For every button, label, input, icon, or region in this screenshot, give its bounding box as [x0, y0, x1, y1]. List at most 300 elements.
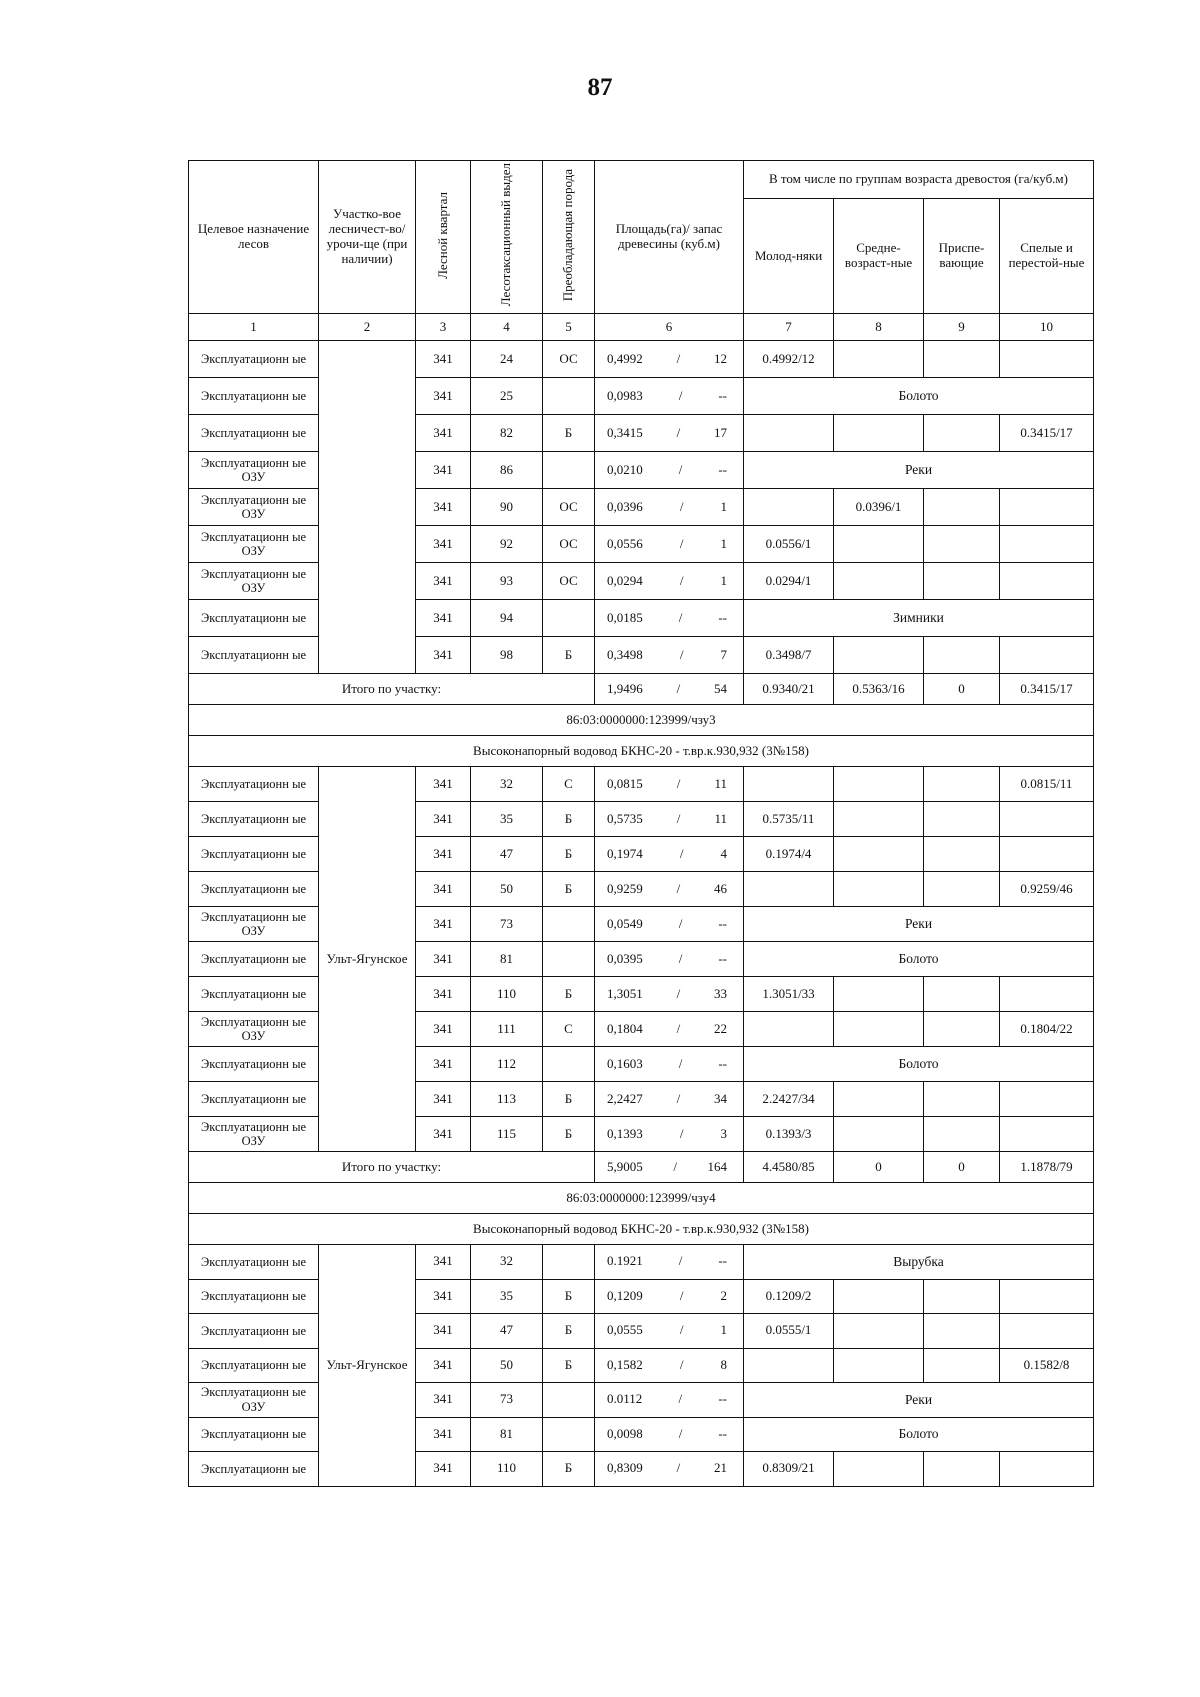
total-label: Итого по участку: — [189, 674, 595, 705]
allotment-cell: 113 — [471, 1082, 543, 1117]
age-group-cell: 0 — [924, 674, 1000, 705]
quarter-cell: 341 — [416, 907, 471, 942]
allotment-cell: 25 — [471, 378, 543, 415]
slash-separator: / — [676, 350, 681, 366]
age-group-cell — [834, 415, 924, 452]
allotment-cell: 35 — [471, 1279, 543, 1314]
slash-separator: / — [676, 1020, 681, 1036]
stock-value: 11 — [714, 810, 727, 826]
area-value: 0,3415 — [607, 424, 643, 440]
quarter-cell: 341 — [416, 1279, 471, 1314]
purpose-cell: Эксплуатационн ые — [189, 341, 319, 378]
header-allotment: Лесотаксационный выдел — [471, 161, 543, 314]
slash-separator: / — [679, 535, 684, 551]
purpose-cell: Эксплуатационн ые — [189, 837, 319, 872]
species-cell — [543, 1417, 595, 1452]
age-group-cell: 0.0396/1 — [834, 489, 924, 526]
quarter-cell: 341 — [416, 1452, 471, 1487]
age-group-cell — [924, 872, 1000, 907]
age-group-cell: 1.1878/79 — [1000, 1152, 1094, 1183]
slash-separator: / — [679, 646, 684, 662]
object-name: Высоконапорный водовод БКНС-20 - т.вр.к.930,932 (3№158) — [189, 736, 1094, 767]
quarter-cell: 341 — [416, 600, 471, 637]
column-numbers-row — [189, 314, 1094, 341]
age-group-cell — [1000, 1117, 1094, 1152]
allotment-cell: 115 — [471, 1117, 543, 1152]
stock-value: 46 — [714, 880, 727, 896]
area-value: 0,0983 — [607, 387, 643, 403]
age-group-cell: 0.1974/4 — [744, 837, 834, 872]
species-cell — [543, 452, 595, 489]
object-name-row — [189, 736, 1094, 767]
area-value: 0,9259 — [607, 880, 643, 896]
stock-value: 34 — [714, 1090, 727, 1106]
slash-separator: / — [678, 1425, 683, 1441]
allotment-cell: 47 — [471, 1314, 543, 1349]
quarter-cell: 341 — [416, 872, 471, 907]
age-group-cell — [1000, 563, 1094, 600]
species-cell — [543, 907, 595, 942]
age-group-cell — [834, 977, 924, 1012]
age-group-cell: 0.1804/22 — [1000, 1012, 1094, 1047]
area-cell — [595, 1314, 744, 1349]
stock-value: -- — [718, 387, 727, 403]
area-cell — [595, 942, 744, 977]
area-cell — [595, 526, 744, 563]
header-area: Площадь(га)/ запас древесины (куб.м) — [595, 161, 744, 314]
stock-value: -- — [718, 950, 727, 966]
quarter-cell: 341 — [416, 1082, 471, 1117]
stock-value: 1 — [720, 535, 727, 551]
age-group-cell — [1000, 1452, 1094, 1487]
age-group-cell: 0.0815/11 — [1000, 767, 1094, 802]
age-group-cell: 0.3415/17 — [1000, 415, 1094, 452]
quarter-cell: 341 — [416, 341, 471, 378]
purpose-cell: Эксплуатационн ые — [189, 1314, 319, 1349]
land-category-cell: Реки — [744, 907, 1094, 942]
species-cell — [543, 1383, 595, 1418]
allotment-cell: 35 — [471, 802, 543, 837]
area-cell — [595, 837, 744, 872]
column-number: 9 — [924, 314, 1000, 341]
allotment-cell: 86 — [471, 452, 543, 489]
age-group-cell: 2.2427/34 — [744, 1082, 834, 1117]
stock-value: 2 — [720, 1287, 727, 1303]
column-number: 5 — [543, 314, 595, 341]
purpose-cell: Эксплуатационн ые ОЗУ — [189, 489, 319, 526]
age-group-cell: 0.8309/21 — [744, 1452, 834, 1487]
area-cell — [595, 415, 744, 452]
age-group-cell — [924, 1117, 1000, 1152]
slash-separator: / — [678, 387, 683, 403]
area-cell — [595, 452, 744, 489]
area-value: 1,9496 — [607, 680, 643, 696]
stock-value: -- — [718, 1253, 727, 1269]
species-cell: Б — [543, 802, 595, 837]
cadastral-number-row — [189, 705, 1094, 736]
allotment-cell: 81 — [471, 942, 543, 977]
purpose-cell: Эксплуатационн ые — [189, 1279, 319, 1314]
slash-separator: / — [676, 810, 681, 826]
stock-value: 54 — [714, 680, 727, 696]
header-quarter: Лесной квартал — [416, 161, 471, 314]
stock-value: 1 — [720, 1322, 727, 1338]
quarter-cell: 341 — [416, 415, 471, 452]
table-row — [189, 767, 1094, 802]
species-cell: Б — [543, 977, 595, 1012]
stock-value: 21 — [714, 1460, 727, 1476]
stock-value: 17 — [714, 424, 727, 440]
species-cell — [543, 942, 595, 977]
age-group-cell — [1000, 802, 1094, 837]
purpose-cell: Эксплуатационн ые — [189, 1348, 319, 1383]
area-value: 0,1974 — [607, 845, 643, 861]
column-number: 1 — [189, 314, 319, 341]
land-category-cell: Реки — [744, 1383, 1094, 1418]
stock-value: -- — [718, 915, 727, 931]
column-number: 8 — [834, 314, 924, 341]
age-group-cell — [1000, 526, 1094, 563]
land-category-cell: Болото — [744, 1417, 1094, 1452]
cadastral-number: 86:03:0000000:123999/чзу4 — [189, 1183, 1094, 1214]
area-cell — [595, 1417, 744, 1452]
district-cell — [319, 341, 416, 674]
total-row — [189, 674, 1094, 705]
slash-separator: / — [676, 1090, 681, 1106]
area-cell — [595, 1452, 744, 1487]
age-group-cell — [834, 526, 924, 563]
slash-separator: / — [678, 1253, 683, 1269]
age-group-cell — [1000, 837, 1094, 872]
age-group-cell — [924, 563, 1000, 600]
species-cell: Б — [543, 415, 595, 452]
allotment-cell: 92 — [471, 526, 543, 563]
column-number: 10 — [1000, 314, 1094, 341]
area-cell — [595, 341, 744, 378]
quarter-cell: 341 — [416, 1047, 471, 1082]
purpose-cell: Эксплуатационн ые ОЗУ — [189, 1383, 319, 1418]
quarter-cell: 341 — [416, 1245, 471, 1280]
age-group-cell: 0.0555/1 — [744, 1314, 834, 1349]
quarter-cell: 341 — [416, 1012, 471, 1047]
slash-separator: / — [678, 609, 683, 625]
species-cell: ОС — [543, 341, 595, 378]
cadastral-number-row — [189, 1183, 1094, 1214]
land-category-cell: Болото — [744, 1047, 1094, 1082]
slash-separator: / — [676, 424, 681, 440]
age-group-cell — [834, 1082, 924, 1117]
species-cell: Б — [543, 637, 595, 674]
age-group-cell — [834, 1012, 924, 1047]
area-cell — [595, 1245, 744, 1280]
species-cell — [543, 378, 595, 415]
slash-separator: / — [678, 950, 683, 966]
purpose-cell: Эксплуатационн ые ОЗУ — [189, 452, 319, 489]
quarter-cell: 341 — [416, 1117, 471, 1152]
quarter-cell: 341 — [416, 452, 471, 489]
area-value: 0,1393 — [607, 1125, 643, 1141]
area-value: 0,4992 — [607, 350, 643, 366]
header-district: Участко-вое лесничест-во/урочи-ще (при наличии) — [319, 161, 416, 314]
purpose-cell: Эксплуатационн ые — [189, 1082, 319, 1117]
species-cell: С — [543, 767, 595, 802]
age-group-cell — [834, 767, 924, 802]
quarter-cell: 341 — [416, 767, 471, 802]
age-group-cell — [924, 526, 1000, 563]
slash-separator: / — [676, 880, 681, 896]
total-label: Итого по участку: — [189, 1152, 595, 1183]
age-group-cell — [1000, 1279, 1094, 1314]
age-group-cell — [744, 767, 834, 802]
area-value: 0,0555 — [607, 1322, 643, 1338]
column-number: 3 — [416, 314, 471, 341]
allotment-cell: 110 — [471, 977, 543, 1012]
species-cell: Б — [543, 872, 595, 907]
column-number: 2 — [319, 314, 416, 341]
land-category-cell: Болото — [744, 942, 1094, 977]
age-group-cell: 0.9340/21 — [744, 674, 834, 705]
purpose-cell: Эксплуатационн ые — [189, 415, 319, 452]
allotment-cell: 73 — [471, 1383, 543, 1418]
page-number: 87 — [587, 74, 613, 101]
age-group-cell — [924, 767, 1000, 802]
stock-value: 8 — [720, 1356, 727, 1372]
area-cell — [595, 1383, 744, 1418]
slash-separator: / — [679, 1287, 684, 1303]
species-cell: Б — [543, 1117, 595, 1152]
cadastral-number: 86:03:0000000:123999/чзу3 — [189, 705, 1094, 736]
area-value: 0,5735 — [607, 810, 643, 826]
age-group-cell — [834, 1117, 924, 1152]
age-group-cell: 0.4992/12 — [744, 341, 834, 378]
district-cell: Ульт-Ягунское — [319, 1245, 416, 1487]
area-value: 0.0112 — [607, 1391, 643, 1407]
age-group-cell — [1000, 489, 1094, 526]
total-row — [189, 1152, 1094, 1183]
allotment-cell: 93 — [471, 563, 543, 600]
age-group-cell: 0.1209/2 — [744, 1279, 834, 1314]
allotment-cell: 110 — [471, 1452, 543, 1487]
header-species: Преобладающая порода — [543, 161, 595, 314]
area-cell — [595, 637, 744, 674]
slash-separator: / — [676, 680, 681, 696]
age-group-cell — [1000, 1082, 1094, 1117]
area-value: 0,0185 — [607, 609, 643, 625]
age-group-cell: 0.5735/11 — [744, 802, 834, 837]
slash-separator: / — [678, 1391, 683, 1407]
slash-separator: / — [676, 775, 681, 791]
stock-value: 12 — [714, 350, 727, 366]
slash-separator: / — [679, 498, 684, 514]
slash-separator: / — [673, 1158, 677, 1174]
allotment-cell: 98 — [471, 637, 543, 674]
species-cell — [543, 1047, 595, 1082]
age-group-cell — [924, 489, 1000, 526]
area-cell — [595, 1047, 744, 1082]
area-value: 5,9005 — [607, 1158, 643, 1174]
stock-value: -- — [718, 1425, 727, 1441]
allotment-cell: 50 — [471, 872, 543, 907]
column-number: 4 — [471, 314, 543, 341]
quarter-cell: 341 — [416, 637, 471, 674]
table-row — [189, 1245, 1094, 1280]
area-value: 2,2427 — [607, 1090, 643, 1106]
area-cell — [595, 1279, 744, 1314]
age-group-cell: 4.4580/85 — [744, 1152, 834, 1183]
quarter-cell: 341 — [416, 526, 471, 563]
object-name: Высоконапорный водовод БКНС-20 - т.вр.к.930,932 (3№158) — [189, 1214, 1094, 1245]
area-cell — [595, 563, 744, 600]
area-value: 1,3051 — [607, 985, 643, 1001]
area-cell — [595, 1348, 744, 1383]
quarter-cell: 341 — [416, 378, 471, 415]
allotment-cell: 82 — [471, 415, 543, 452]
allotment-cell: 47 — [471, 837, 543, 872]
area-cell — [595, 378, 744, 415]
slash-separator: / — [678, 1055, 683, 1071]
area-value: 0,0098 — [607, 1425, 643, 1441]
species-cell — [543, 600, 595, 637]
age-group-cell: 1.3051/33 — [744, 977, 834, 1012]
purpose-cell: Эксплуатационн ые ОЗУ — [189, 1117, 319, 1152]
purpose-cell: Эксплуатационн ые ОЗУ — [189, 907, 319, 942]
area-value: 0,0210 — [607, 461, 643, 477]
slash-separator: / — [679, 1356, 684, 1372]
age-group-cell — [924, 1452, 1000, 1487]
area-cell — [595, 802, 744, 837]
age-group-cell — [924, 802, 1000, 837]
quarter-cell: 341 — [416, 942, 471, 977]
age-group-cell — [744, 415, 834, 452]
header-middle-aged: Средне-возраст-ные — [834, 199, 924, 314]
stock-value: -- — [718, 1055, 727, 1071]
quarter-cell: 341 — [416, 802, 471, 837]
purpose-cell: Эксплуатационн ые — [189, 942, 319, 977]
quarter-cell: 341 — [416, 837, 471, 872]
species-cell — [543, 1245, 595, 1280]
age-group-cell — [834, 1348, 924, 1383]
age-group-cell — [924, 837, 1000, 872]
allotment-cell: 50 — [471, 1348, 543, 1383]
area-value: 0,1209 — [607, 1287, 643, 1303]
age-group-cell — [834, 872, 924, 907]
age-group-cell — [924, 415, 1000, 452]
area-value: 0,0549 — [607, 915, 643, 931]
allotment-cell: 111 — [471, 1012, 543, 1047]
age-group-cell — [834, 563, 924, 600]
area-value: 0.1921 — [607, 1253, 643, 1269]
quarter-cell: 341 — [416, 1417, 471, 1452]
species-cell: Б — [543, 1348, 595, 1383]
age-group-cell — [924, 1012, 1000, 1047]
allotment-cell: 81 — [471, 1417, 543, 1452]
area-value: 0,0294 — [607, 572, 643, 588]
age-group-cell: 0.3498/7 — [744, 637, 834, 674]
allotment-cell: 73 — [471, 907, 543, 942]
slash-separator: / — [676, 985, 681, 1001]
purpose-cell: Эксплуатационн ые ОЗУ — [189, 563, 319, 600]
age-group-cell — [834, 1314, 924, 1349]
header-age-groups: В том числе по группам возраста древостоя (га/куб.м) — [744, 161, 1094, 199]
purpose-cell: Эксплуатационн ые — [189, 977, 319, 1012]
area-cell — [595, 907, 744, 942]
area-cell — [595, 600, 744, 637]
area-cell — [595, 674, 744, 705]
species-cell: С — [543, 1012, 595, 1047]
column-number: 6 — [595, 314, 744, 341]
age-group-cell: 0.1393/3 — [744, 1117, 834, 1152]
stock-value: -- — [718, 1391, 727, 1407]
allotment-cell: 24 — [471, 341, 543, 378]
purpose-cell: Эксплуатационн ые — [189, 637, 319, 674]
slash-separator: / — [676, 1460, 681, 1476]
age-group-cell: 0.9259/46 — [1000, 872, 1094, 907]
purpose-cell: Эксплуатационн ые — [189, 1417, 319, 1452]
stock-value: 11 — [714, 775, 727, 791]
age-group-cell — [834, 802, 924, 837]
table-row — [189, 341, 1094, 378]
species-cell: Б — [543, 837, 595, 872]
land-category-cell: Болото — [744, 378, 1094, 415]
area-cell — [595, 1082, 744, 1117]
land-category-cell: Зимники — [744, 600, 1094, 637]
age-group-cell — [744, 489, 834, 526]
area-value: 0,1582 — [607, 1356, 643, 1372]
stock-value: 1 — [720, 498, 727, 514]
species-cell: ОС — [543, 563, 595, 600]
allotment-cell: 32 — [471, 1245, 543, 1280]
stock-value: 4 — [720, 845, 727, 861]
area-value: 0,8309 — [607, 1460, 643, 1476]
object-name-row — [189, 1214, 1094, 1245]
area-value: 0,1804 — [607, 1020, 643, 1036]
species-cell: Б — [543, 1082, 595, 1117]
slash-separator: / — [679, 845, 684, 861]
species-cell: Б — [543, 1314, 595, 1349]
table-body — [189, 341, 1094, 1487]
district-cell: Ульт-Ягунское — [319, 767, 416, 1152]
stock-value: -- — [718, 461, 727, 477]
quarter-cell: 341 — [416, 489, 471, 526]
age-group-cell — [744, 1348, 834, 1383]
age-group-cell — [1000, 341, 1094, 378]
allotment-cell: 112 — [471, 1047, 543, 1082]
area-cell — [595, 977, 744, 1012]
purpose-cell: Эксплуатационн ые — [189, 767, 319, 802]
purpose-cell: Эксплуатационн ые ОЗУ — [189, 526, 319, 563]
allotment-cell: 32 — [471, 767, 543, 802]
area-cell — [595, 1117, 744, 1152]
area-value: 0,0556 — [607, 535, 643, 551]
stock-value: 22 — [714, 1020, 727, 1036]
quarter-cell: 341 — [416, 1348, 471, 1383]
area-cell — [595, 489, 744, 526]
quarter-cell: 341 — [416, 563, 471, 600]
age-group-cell — [924, 1082, 1000, 1117]
area-value: 0,0396 — [607, 498, 643, 514]
age-group-cell: 0.0294/1 — [744, 563, 834, 600]
age-group-cell: 0.5363/16 — [834, 674, 924, 705]
age-group-cell: 0.3415/17 — [1000, 674, 1094, 705]
age-group-cell: 0.0556/1 — [744, 526, 834, 563]
purpose-cell: Эксплуатационн ые — [189, 802, 319, 837]
age-group-cell — [924, 1348, 1000, 1383]
land-category-cell: Реки — [744, 452, 1094, 489]
allotment-cell: 94 — [471, 600, 543, 637]
purpose-cell: Эксплуатационн ые — [189, 872, 319, 907]
area-value: 0,1603 — [607, 1055, 643, 1071]
slash-separator: / — [679, 1125, 684, 1141]
